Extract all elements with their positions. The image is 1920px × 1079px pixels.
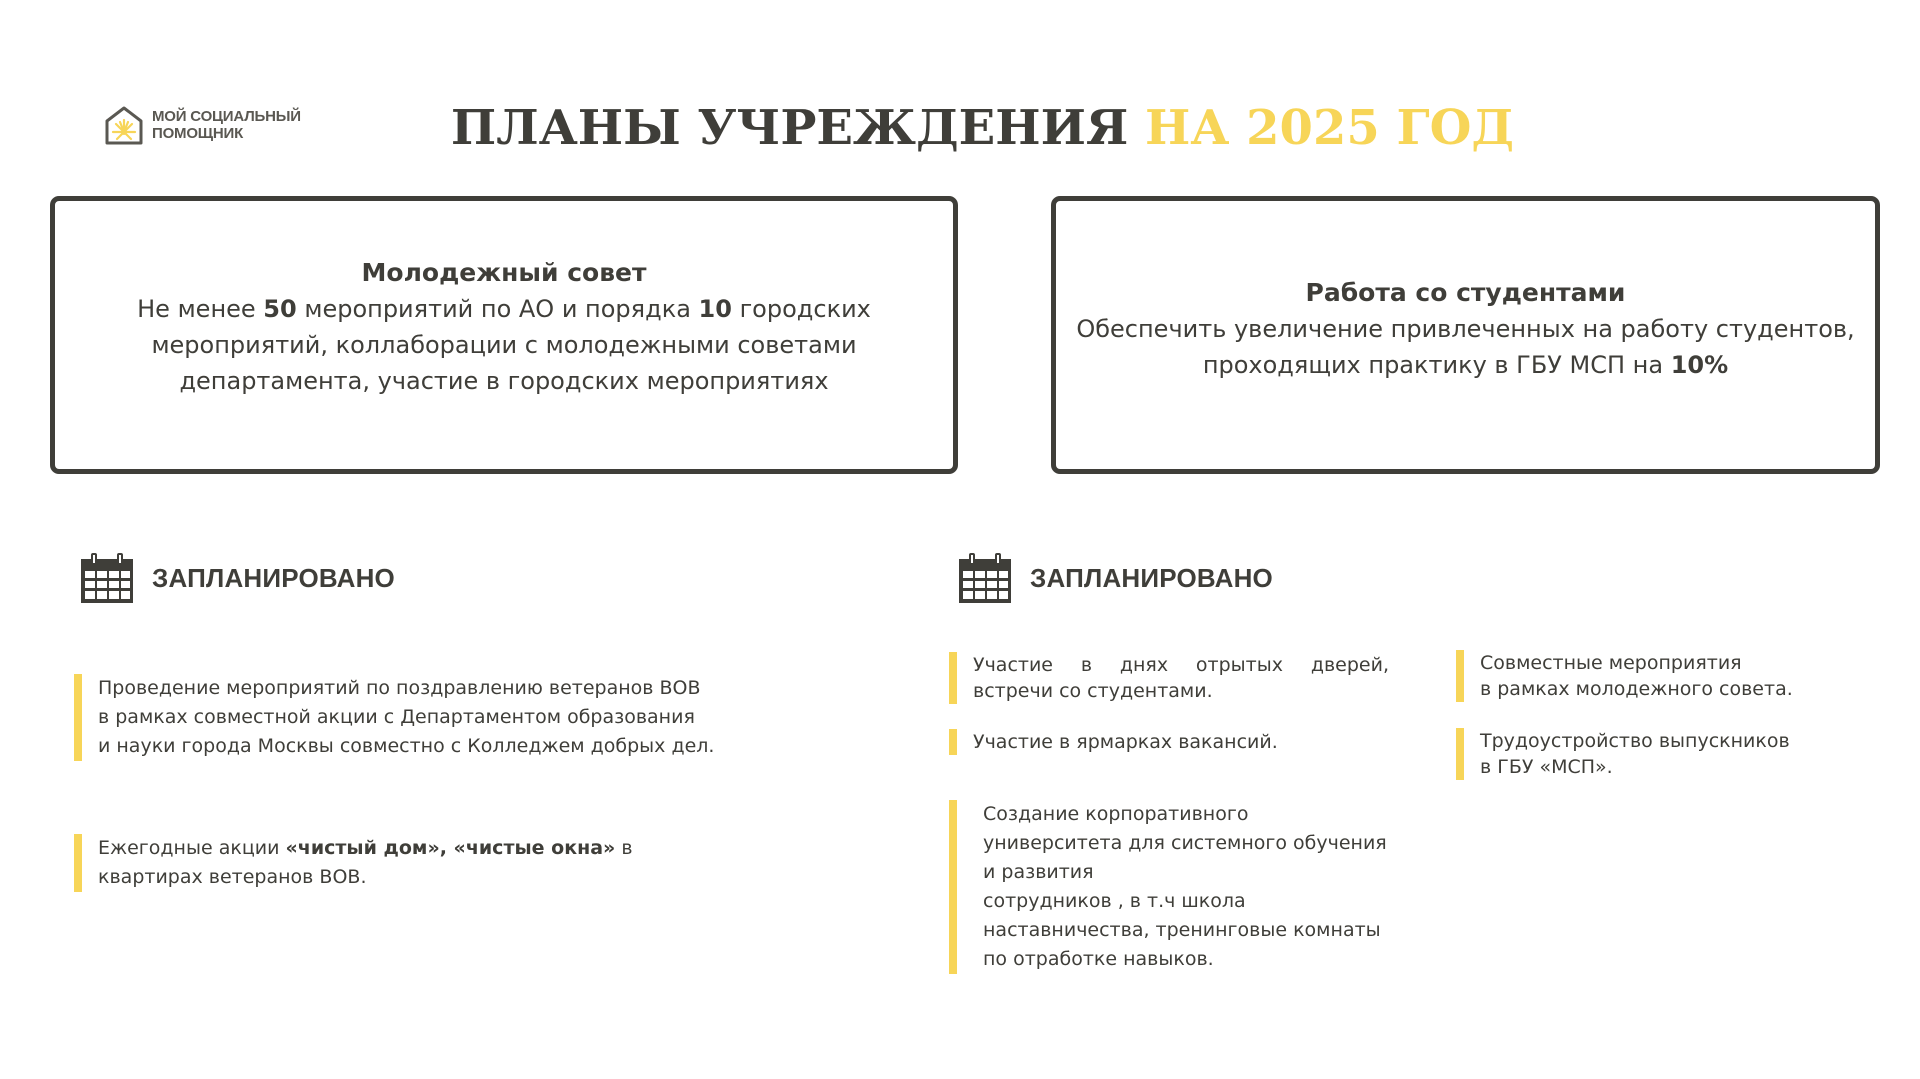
list-item-veterans-congratulations	[74, 674, 774, 761]
list-item-graduate-employment	[1456, 728, 1836, 780]
text-fragment: мероприятий по АО и порядка	[296, 295, 699, 323]
youth-council-box	[50, 196, 958, 474]
text-fragment: Ежегодные акции	[98, 837, 286, 859]
logo-line-2: ПОМОЩНИК	[152, 125, 244, 142]
item-line: в ГБУ «МСП».	[1480, 756, 1613, 778]
item-line: квартирах ветеранов ВОВ.	[98, 866, 367, 888]
list-item-clean-house	[74, 834, 674, 892]
events-count: 50	[263, 295, 297, 323]
youth-council-title: Молодежный совет	[361, 258, 647, 287]
youth-council-line-1	[137, 291, 871, 327]
youth-council-text	[137, 291, 871, 399]
item-line: Совместные мероприятия	[1480, 652, 1742, 674]
list-item-open-days	[949, 652, 1389, 704]
students-title: Работа со студентами	[1305, 278, 1626, 307]
students-line-2	[1076, 347, 1854, 383]
students-box	[1051, 196, 1880, 474]
item-line: Создание корпоративного	[983, 803, 1249, 825]
planned-label: ЗАПЛАНИРОВАНО	[152, 562, 395, 593]
city-events-count: 10	[698, 295, 732, 323]
item-line: по отработке навыков.	[983, 948, 1214, 970]
planned-heading-left	[80, 552, 395, 604]
item-line: наставничества, тренинговые комнаты	[983, 919, 1381, 941]
page-title	[0, 98, 1920, 158]
item-line: и развития	[983, 861, 1094, 883]
text-fragment: в	[615, 837, 633, 859]
youth-council-line-2: мероприятий, коллаборации с молодежными советами	[151, 331, 857, 359]
planned-heading-right	[958, 552, 1273, 604]
item-line: сотрудников , в т.ч школа	[983, 890, 1246, 912]
item-line: университета для системного обучения	[983, 832, 1387, 854]
campaign-names: «чистый дом», «чистые окна»	[285, 837, 616, 859]
text-fragment: городских	[731, 295, 871, 323]
item-line: Участие в ярмарках вакансий.	[973, 731, 1278, 753]
title-main: ПЛАНЫ УЧРЕЖДЕНИЯ	[450, 100, 1145, 156]
text-fragment: проходящих практику в ГБУ МСП на	[1202, 351, 1671, 379]
logo-line-1: МОЙ СОЦИАЛЬНЫЙ	[152, 108, 301, 125]
students-text	[1076, 311, 1854, 383]
youth-council-line-3: департамента, участие в городских мероприятиях	[179, 367, 829, 395]
item-line: Трудоустройство выпускников	[1480, 730, 1790, 752]
calendar-icon	[958, 552, 1012, 604]
item-line	[98, 834, 674, 863]
item-line: в рамках молодежного совета.	[1480, 678, 1793, 700]
students-percent: 10%	[1670, 351, 1729, 379]
list-item-corporate-university	[949, 800, 1409, 974]
item-line: в рамках совместной акции с Департаментом образования	[98, 706, 695, 728]
list-item-job-fairs	[949, 729, 1389, 755]
item-line: и науки города Москвы совместно с Колледжем добрых дел.	[98, 735, 715, 757]
title-accent: НА 2025 ГОД	[1144, 100, 1515, 156]
text-fragment: Не менее	[137, 295, 264, 323]
item-line: Участие в днях отрытых дверей,	[973, 654, 1389, 676]
list-item-joint-events	[1456, 650, 1836, 702]
item-line: Проведение мероприятий по поздравлению ветеранов ВОВ	[98, 677, 701, 699]
calendar-icon	[80, 552, 134, 604]
item-line: встречи со студентами.	[973, 680, 1213, 702]
students-line-1: Обеспечить увеличение привлеченных на работу студентов,	[1076, 315, 1855, 343]
planned-label: ЗАПЛАНИРОВАНО	[1030, 562, 1273, 593]
